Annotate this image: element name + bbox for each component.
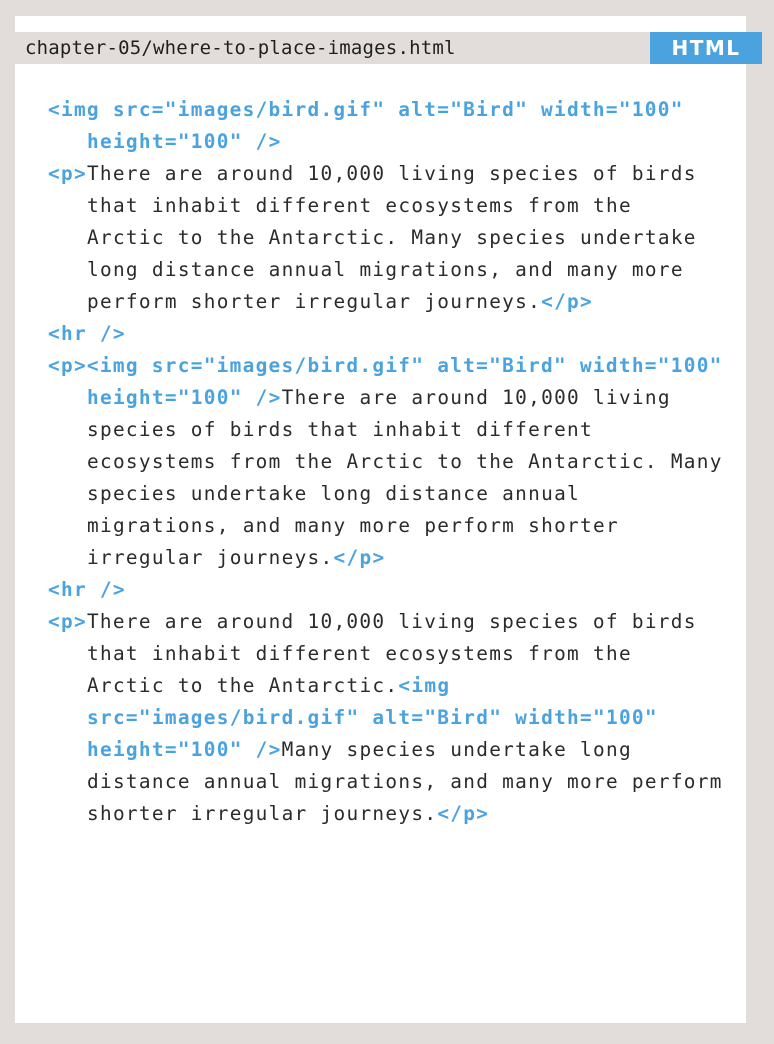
code-line <box>48 574 738 606</box>
html-markup: height="100" /> <box>87 386 282 409</box>
code-line <box>48 222 738 254</box>
code-line <box>48 734 738 766</box>
code-line <box>48 606 738 638</box>
code-block <box>48 94 738 830</box>
code-line <box>48 478 738 510</box>
html-markup: </p> <box>541 290 594 313</box>
paragraph-text: Many species undertake long <box>281 738 632 761</box>
paragraph-text: shorter irregular journeys. <box>87 802 438 825</box>
code-line <box>48 126 738 158</box>
paragraph-text: species of birds that inhabit different <box>87 418 593 441</box>
html-markup: <img <box>398 674 451 697</box>
code-line <box>48 670 738 702</box>
code-line <box>48 350 738 382</box>
paragraph-text: long distance annual migrations, and many more <box>87 258 684 281</box>
html-markup: </p> <box>437 802 490 825</box>
paragraph-text: ecosystems from the Arctic to the Antarctic. Many <box>87 450 723 473</box>
code-line <box>48 382 738 414</box>
paragraph-text: that inhabit different ecosystems from the <box>87 194 632 217</box>
code-line <box>48 158 738 190</box>
listing-header <box>15 32 746 64</box>
language-badge: HTML <box>650 32 762 64</box>
code-line <box>48 798 738 830</box>
code-line <box>48 254 738 286</box>
paragraph-text: There are around 10,000 living species of birds <box>86 610 697 633</box>
paragraph-text: that inhabit different ecosystems from the <box>87 642 632 665</box>
code-line <box>48 446 738 478</box>
html-markup: <p> <box>48 610 87 633</box>
html-markup: <hr /> <box>48 578 126 601</box>
html-markup: height="100" /> <box>87 130 282 153</box>
paragraph-text: distance annual migrations, and many more perform <box>87 770 723 793</box>
html-markup: <img src="images/bird.gif" alt="Bird" width="100" <box>48 98 684 121</box>
code-line <box>48 766 738 798</box>
code-line <box>48 542 738 574</box>
paragraph-text: Arctic to the Antarctic. Many species undertake <box>87 226 697 249</box>
code-line <box>48 318 738 350</box>
html-markup: <hr /> <box>48 322 126 345</box>
code-line <box>48 702 738 734</box>
code-line <box>48 510 738 542</box>
file-path: chapter-05/where-to-place-images.html <box>25 37 456 59</box>
code-line <box>48 94 738 126</box>
code-line <box>48 190 738 222</box>
html-markup: src="images/bird.gif" alt="Bird" width="100" <box>87 706 658 729</box>
paragraph-text: migrations, and many more perform shorter <box>87 514 619 537</box>
html-markup: <p> <box>48 162 87 185</box>
code-listing-page <box>15 16 746 1023</box>
html-markup: height="100" /> <box>87 738 282 761</box>
html-markup: <p><img src="images/bird.gif" alt="Bird" width="100" <box>48 354 723 377</box>
code-line <box>48 638 738 670</box>
html-markup: </p> <box>333 546 386 569</box>
paragraph-text: There are around 10,000 living species of birds <box>86 162 697 185</box>
paragraph-text: There are around 10,000 living <box>281 386 671 409</box>
paragraph-text: perform shorter irregular journeys. <box>87 290 542 313</box>
code-line <box>48 286 738 318</box>
code-line <box>48 414 738 446</box>
paragraph-text: Arctic to the Antarctic. <box>87 674 399 697</box>
paragraph-text: species undertake long distance annual <box>87 482 581 505</box>
paragraph-text: irregular journeys. <box>87 546 334 569</box>
